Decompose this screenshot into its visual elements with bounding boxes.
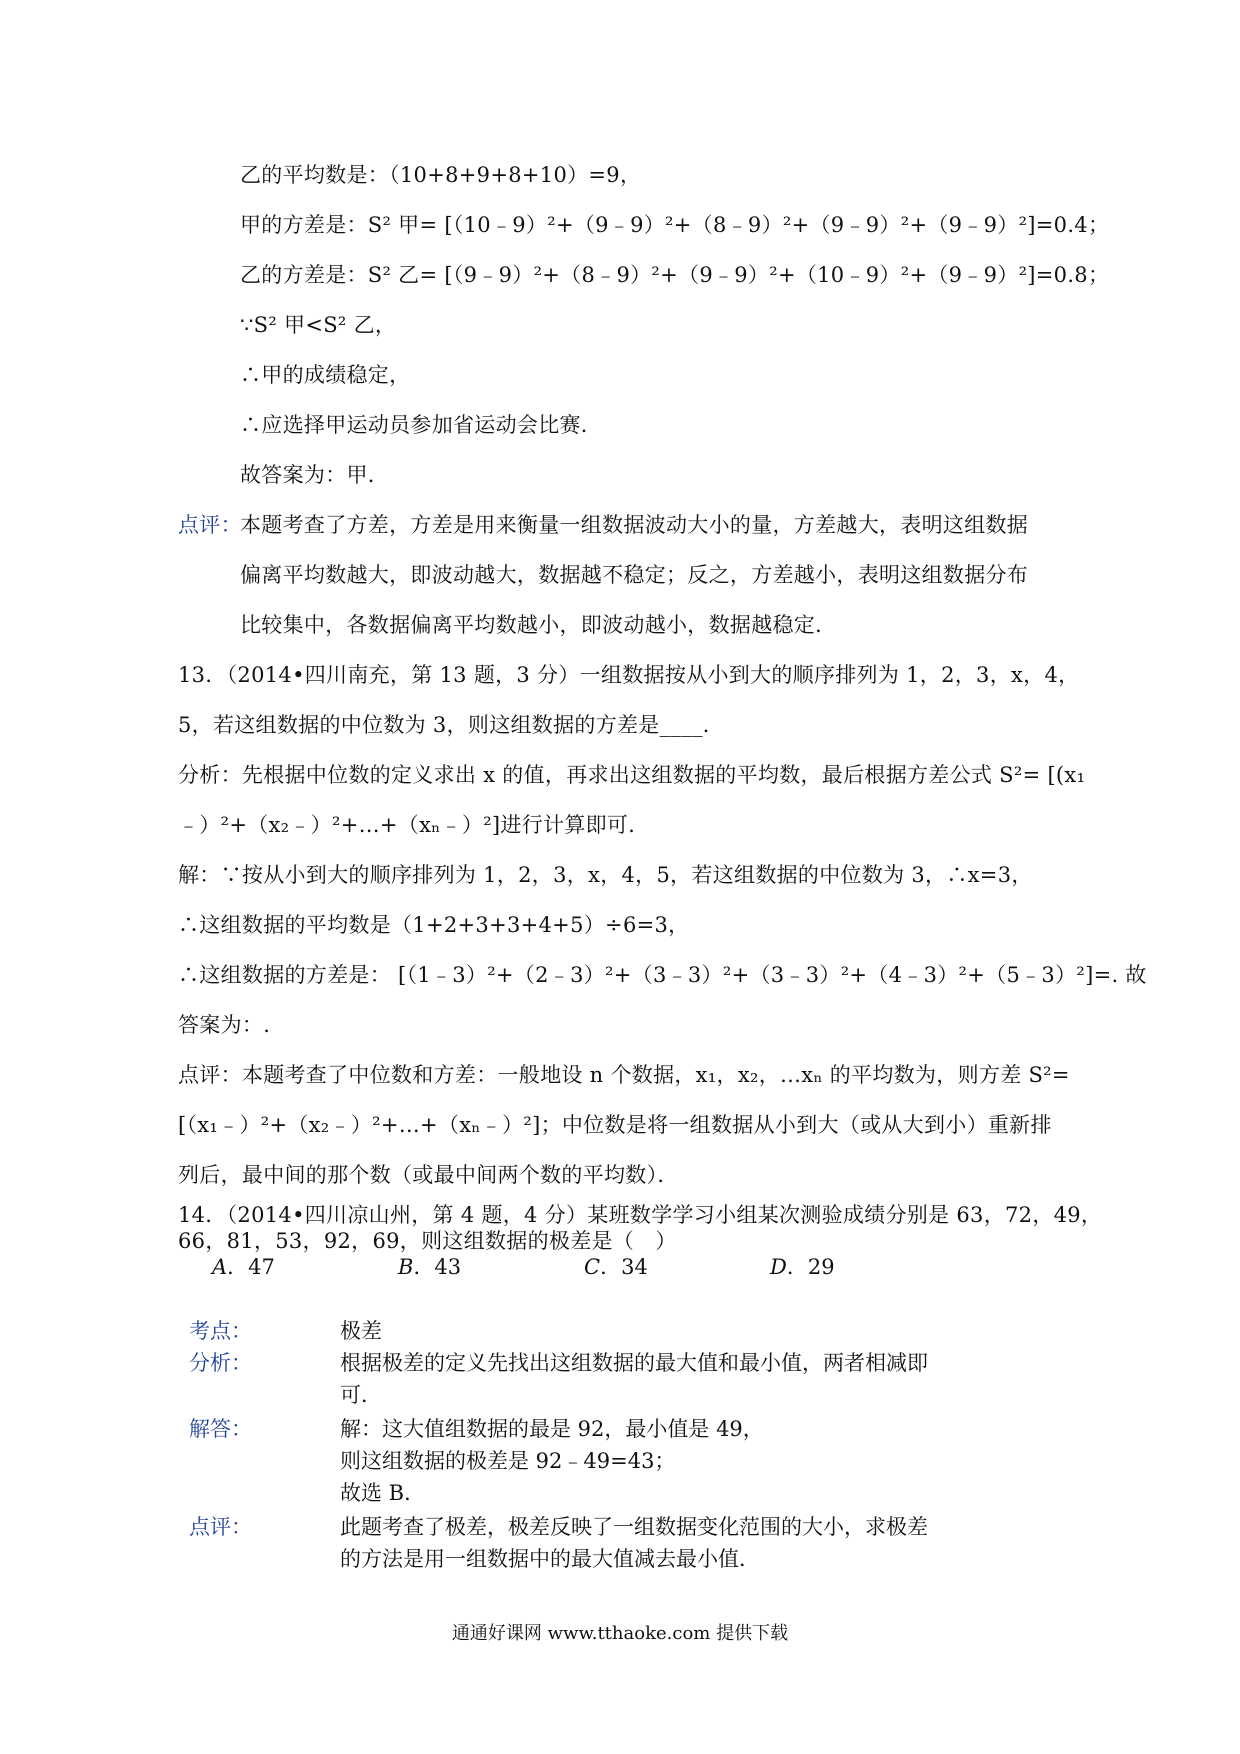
dianping-label: 点评： [189, 1515, 252, 1539]
jieda-line: 解：这大值组数据的最是 92，最小值是 49， [340, 1417, 764, 1441]
solution-line: 乙的方差是：S² 乙= [（9﹣9）²+（8﹣9）²+（9﹣9）²+（10﹣9）²+（9﹣9）²]=0.8； [240, 263, 1110, 287]
question-13: 13．（2014•四川南充，第 13 题，3 分）一组数据按从小到大的顺序排列为 1，2，3，x，4， [178, 663, 1080, 687]
option-letter: C [584, 1255, 601, 1279]
option-text: ．43 [413, 1255, 462, 1279]
solution-line: 乙的平均数是：（10+8+9+8+10）=9， [240, 163, 642, 187]
question-13-line2: 5，若这组数据的中位数为 3，则这组数据的方差是____． [178, 713, 725, 737]
solution-line: ∴这组数据的方差是： [（1﹣3）²+（2﹣3）²+（3﹣3）²+（3﹣3）²+（4﹣3）²+（5﹣3）²]=. 故 [178, 963, 1147, 987]
solution-line: 解：∵按从小到大的顺序排列为 1，2，3，x，4，5，若这组数据的中位数为 3，∴x=3， [178, 863, 1033, 887]
solution-line: 甲的方差是：S² 甲= [（10﹣9）²+（9﹣9）²+（8﹣9）²+（9﹣9）²+（9﹣9）²]=0.4； [240, 213, 1110, 237]
review-line: 本题考查了方差，方差是用来衡量一组数据波动大小的量，方差越大，表明这组数据 [240, 513, 1029, 537]
option-b [398, 1252, 461, 1282]
review-label: 点评： [178, 513, 242, 537]
review-line: 点评：本题考查了中位数和方差：一般地设 n 个数据，x₁，x₂，…xₙ 的平均数为，则方差 S²= [178, 1063, 1070, 1087]
option-text: ．29 [786, 1255, 835, 1279]
solution-line: 答案为：. [178, 1013, 271, 1037]
review-line: 比较集中，各数据偏离平均数越小，即波动越小，数据越稳定． [240, 613, 837, 637]
option-text: ．47 [227, 1255, 275, 1279]
dianping-line: 此题考查了极差，极差反映了一组数据变化范围的大小，求极差 [340, 1515, 928, 1539]
option-text: ．34 [600, 1255, 648, 1279]
option-letter: A [212, 1255, 228, 1279]
review-line: [（x₁﹣）²+（x₂﹣）²+…+（xₙ﹣）²]；中位数是将一组数据从小到大（或从大到小）重新排 [178, 1113, 1052, 1137]
analysis-line: ﹣）²+（x₂﹣）²+…+（xₙ﹣）²]进行计算即可． [178, 813, 650, 837]
option-a [212, 1252, 275, 1282]
solution-line: ∵S² 甲<S² 乙， [240, 313, 397, 337]
page-footer: 通通好课网 www.tthaoke.com 提供下载 [451, 1623, 789, 1644]
option-c [584, 1252, 648, 1282]
fenxi-line: 可． [340, 1383, 382, 1407]
jieda-label: 解答： [189, 1417, 252, 1441]
fenxi-line: 根据极差的定义先找出这组数据的最大值和最小值，两者相减即 [340, 1351, 928, 1375]
kaodian-text: 极差 [340, 1319, 382, 1343]
review-line: 列后，最中间的那个数（或最中间两个数的平均数）． [178, 1163, 679, 1187]
review-line: 偏离平均数越大，即波动越大，数据越不稳定；反之，方差越小，表明这组数据分布 [240, 563, 1029, 587]
dianping-line: 的方法是用一组数据中的最大值减去最小值． [340, 1547, 760, 1571]
solution-line: ∴这组数据的平均数是（1+2+3+3+4+5）÷6=3， [178, 913, 690, 937]
analysis-line: 分析：先根据中位数的定义求出 x 的值，再求出这组数据的平均数，最后根据方差公式 S²= [(x₁ [178, 763, 1086, 787]
option-d [770, 1252, 835, 1282]
solution-line: ∴应选择甲运动员参加省运动会比赛． [240, 413, 603, 437]
option-letter: D [770, 1255, 787, 1279]
jieda-line: 则这组数据的极差是 92﹣49=43； [340, 1449, 676, 1473]
solution-line: ∴甲的成绩稳定， [240, 363, 411, 387]
fenxi-label: 分析： [189, 1351, 252, 1375]
option-letter: B [398, 1255, 414, 1279]
question-14-line2: 66，81，53，92，69，则这组数据的极差是（ ） [178, 1229, 677, 1253]
jieda-line: 故选 B． [340, 1481, 426, 1505]
kaodian-label: 考点： [189, 1319, 252, 1343]
question-14: 14．（2014•四川凉山州，第 4 题，4 分）某班数学学习小组某次测验成绩分别是 63，72，49， [178, 1203, 1103, 1227]
solution-line: 故答案为：甲． [240, 463, 390, 487]
